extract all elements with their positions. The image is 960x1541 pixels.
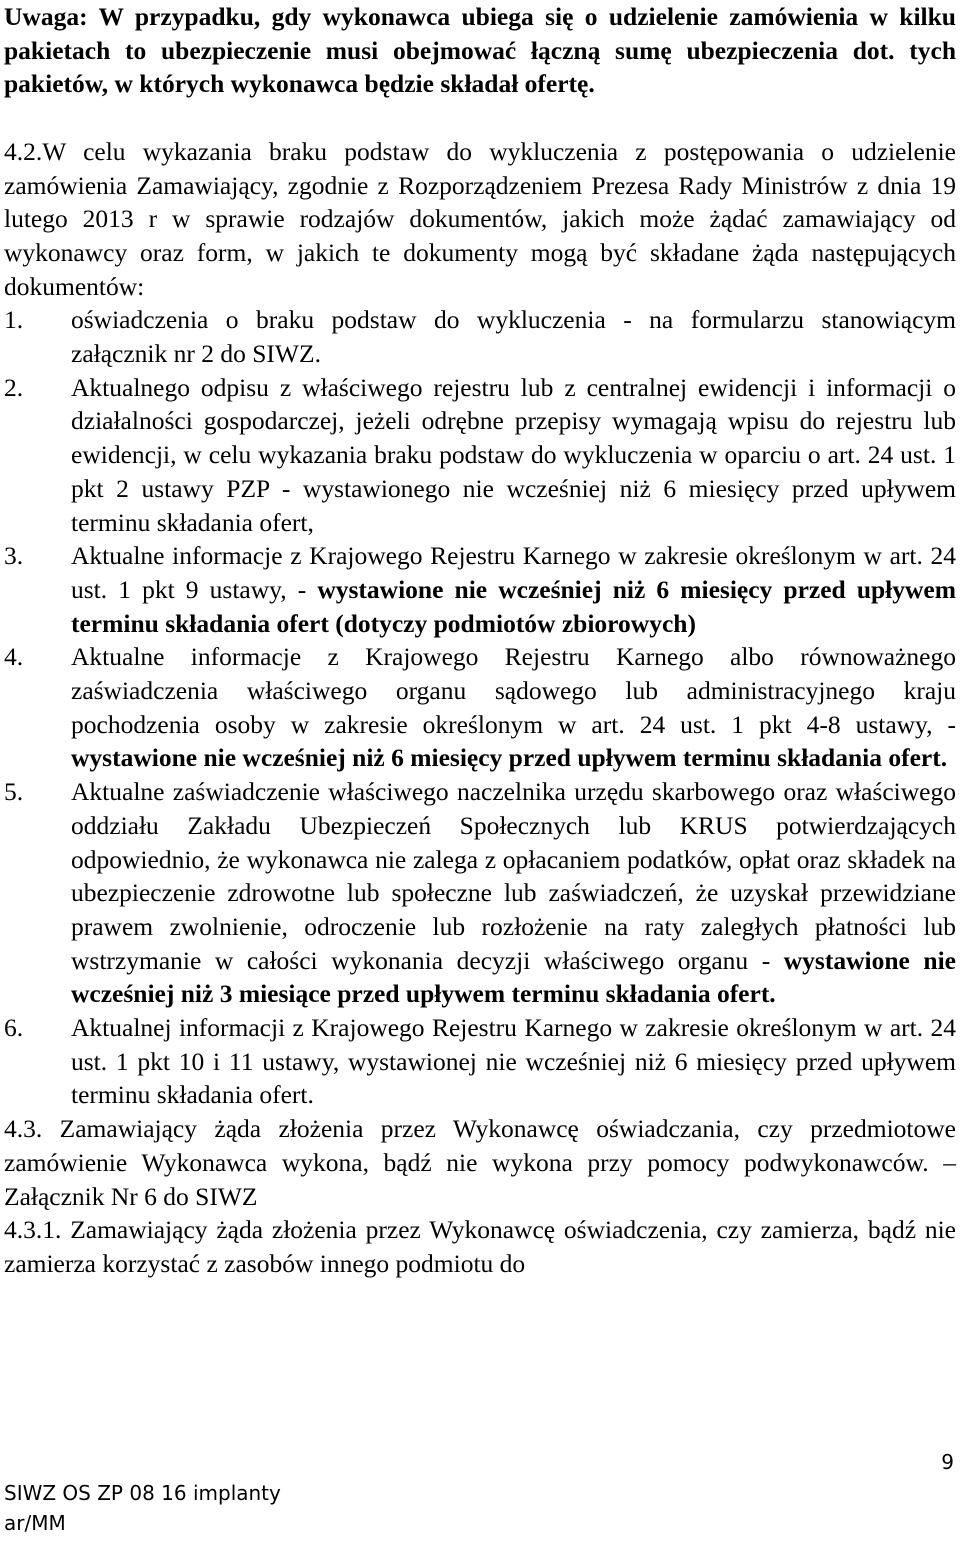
footer-author-initials: ar/MM [4,1511,66,1535]
list-item [4,539,956,640]
list-item-text: oświadczenia o braku podstaw do wykluczenia - na formularzu stanowiącym załącznik nr 2 do SIWZ. [71,305,956,369]
document-body [4,0,956,1281]
section-4-3-paragraph: 4.3. Zamawiający żąda złożenia przez Wykonawcę oświadczania, czy przedmiotowe zamówienie Wykonawca wykona, bądź nie wykona przy pomocy podwykonawców. – Załącznik Nr 6 do SIWZ [4,1114,956,1211]
list-item-text: Aktualne zaświadczenie właściwego naczelnika urzędu skarbowego oraz właściwego oddziału Zakładu Ubezpieczeń Społecznych lub KRUS potwierdzających odpowiednio, że wykonawca nie zalega z opłacaniem podatków, opłat oraz składek na ubezpieczenie zdrowotne lub społeczne lub zaświadczeń, że uzyskał przewidziane prawem zwolnienie, odroczenie lub rozłożenie na raty zaległych płatności lub wstrzymanie w całości wykonania decyzji właściwego organu - [71,777,956,975]
list-item-text: Aktualne informacje z Krajowego Rejestru Karnego albo równoważnego zaświadczenia właściwego organu sądowego lub administracyjnego kraju pochodzenia osoby w zakresie określonym w art. 24 ust. 1 pkt 4-8 ustawy, - [71,642,956,739]
list-item-bold-text: wystawione nie wcześniej niż 6 miesięcy przed upływem terminu składania ofert. [71,743,948,773]
list-item [4,775,956,1011]
list-item-number: 2. [4,372,24,402]
list-item-text: Aktualnego odpisu z właściwego rejestru lub z centralnej ewidencji i informacji o działalności gospodarczej, jeżeli odrębne przepisy wymagają wpisu do rejestru lub ewidencji, w celu wykazania braku podstaw do wykluczenia w oparciu o art. 24 ust. 1 pkt 2 ustawy PZP - wystawionego nie wcześniej niż 6 miesięcy przed upływem terminu składania ofert, [71,372,956,537]
list-item-text: Aktualne informacje z Krajowego Rejestru Karnego w zakresie określonym w art. 24 ust. 1 pkt 9 ustawy, - [71,541,956,604]
list-item [4,371,956,540]
list-item-number: 4. [4,642,24,672]
document-footer [4,1478,281,1538]
section-4-2-intro: 4.2.W celu wykazania braku podstaw do wykluczenia z postępowania o udzielenie zamówienia Zamawiający, zgodnie z Rozporządzeniem Prezesa Rady Ministrów z dnia 19 lutego 2013 r w sprawie rodzajów dokumentów, jakich może żądać zamawiający od wykonawcy oraz form, w jakich te dokumenty mogą być składane żąda następujących dokumentów: [4,136,956,301]
list-item-bold-text: wystawione nie wcześniej niż 3 miesiące przed upływem terminu składania ofert. [71,945,956,1009]
section-4-3-1-paragraph: 4.3.1. Zamawiający żąda złożenia przez Wykonawcę oświadczenia, czy zamierza, bądź nie zamierza korzystać z zasobów innego podmiotu do [4,1215,956,1278]
footer-document-code: SIWZ OS ZP 08 16 implanty [4,1481,281,1505]
list-item-number: 5. [4,777,24,807]
list-item [4,640,956,775]
paragraph-spacer [4,101,956,135]
list-item-text: Aktualnej informacji z Krajowego Rejestru Karnego w zakresie określonym w art. 24 ust. 1 pkt 10 i 11 ustawy, wystawionej nie wcześniej niż 6 miesięcy przed upływem terminu składania ofert. [71,1013,956,1110]
page-number: 9 [941,1450,954,1474]
required-documents-list [4,303,956,1112]
note-paragraph: Uwaga: W przypadku, gdy wykonawca ubiega się o udzielenie zamówienia w kilku pakietach to ubezpieczenie musi obejmować łączną sumę ubezpieczenia dot. tych pakietów, w których wykonawca będzie składał ofertę. [4,2,956,99]
list-item-bold-text: wystawione nie wcześniej niż 6 miesięcy przed upływem terminu składania ofert (dotyczy podmiotów zbiorowych) [71,574,956,638]
list-item [4,1011,956,1112]
list-item-number: 3. [4,541,24,571]
list-item-number: 6. [4,1013,24,1043]
list-item [4,303,956,370]
list-item-number: 1. [4,305,24,335]
